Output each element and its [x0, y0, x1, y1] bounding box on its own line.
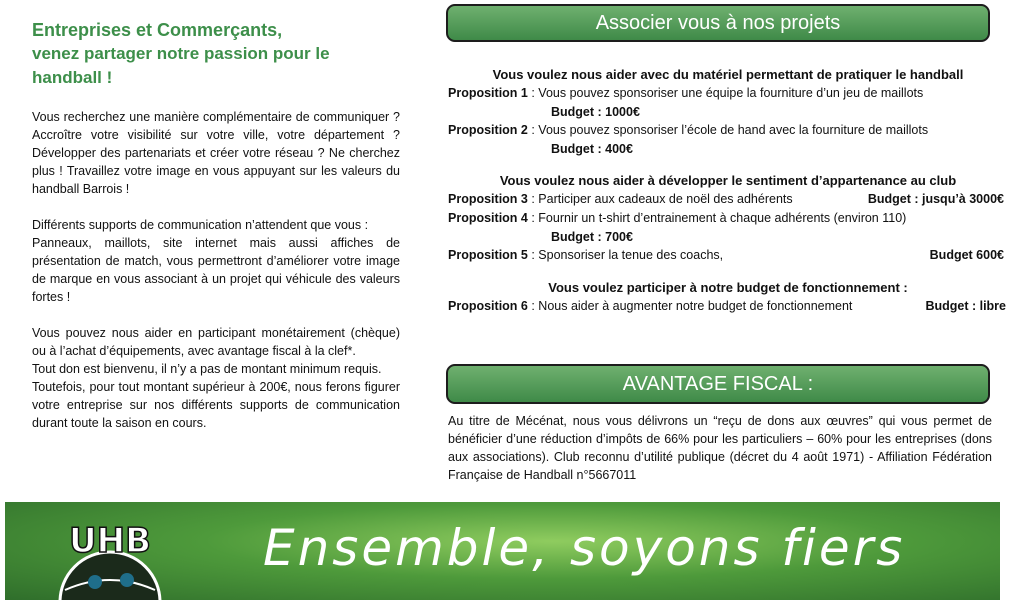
paragraph-help: Vous pouvez nous aider en participant monétairement (chèque) ou à l’achat d’équipements, avec avantage fiscal à la clef*. [32, 326, 400, 358]
paragraph-visibility: Vous recherchez une manière complémentaire de communiquer ? Accroître votre visibilité sur votre ville, votre département ? Développer des partenariats et créer votre réseau ? Ne cherchez plus ! Travaillez votre image en vous appuyant sur les valeurs du handball Barrois ! [32, 110, 400, 196]
proposition-6-budget: Budget : libre [925, 299, 1006, 313]
paragraph-threshold: Toutefois, pour tout montant supérieur à 200€, nous ferons figurer votre entreprise sur nos différents supports de communication durant toute la saison en cours. [32, 380, 400, 430]
proposition-number: Proposition 5 [448, 248, 528, 262]
proposition-5 [448, 246, 1004, 265]
proposition-text: : Fournir un t-shirt d’entrainement à chaque adhérents (environ 110) [527, 211, 907, 225]
fiscal-banner: AVANTAGE FISCAL : [446, 364, 990, 404]
proposition-4 [448, 209, 1008, 228]
proposition-text: : Nous aider à augmenter notre budget de fonctionnement [527, 299, 853, 313]
propositions-list [448, 66, 1008, 316]
proposition-number: Proposition 6 [448, 299, 528, 313]
logo-text: UHB [69, 521, 151, 561]
proposition-text: : Vous pouvez sponsoriser une équipe la fourniture d’un jeu de maillots [527, 86, 924, 100]
left-subtitle-line2: handball ! [32, 68, 113, 87]
proposition-2 [448, 121, 1008, 140]
paragraph-supports-intro: Différents supports de communication n’attendent que vous : [32, 218, 369, 232]
proposition-text: : Participer aux cadeaux de noël des adhérents [527, 192, 793, 206]
paragraph-supports: Panneaux, maillots, site internet mais aussi affiches de présentation de match, vous permettront d’améliorer votre image de marque en vous associant à un projet qui véhicule des valeurs fortes ! [32, 236, 400, 304]
slogan-line1: Ensemble, soyons fiers [263, 519, 906, 577]
left-column [32, 18, 400, 432]
left-title: Entreprises et Commerçants, [32, 20, 283, 40]
paragraph-any-gift: Tout don est bienvenu, il n’y a pas de montant minimum requis. [32, 362, 382, 376]
bottom-banner [5, 502, 1000, 600]
fiscal-text: Au titre de Mécénat, nous vous délivrons un “reçu de dons aux œuvres” qui vous permet de bénéficier d’une réduction d’impôts de 66% pour les particuliers – 60% pour les entreprises (dons aux associations). Club reconnu d’utilité publique (décret du 4 août 1971) - Affiliation Fédération Française de Handball n°5667011 [448, 414, 992, 482]
proposition-text: : Sponsoriser la tenue des coachs, [527, 248, 724, 262]
proposition-number: Proposition 3 [448, 192, 528, 206]
group-title-budget: Vous voulez participer à notre budget de fonctionnement : [548, 280, 908, 295]
proposition-number: Proposition 2 [448, 123, 528, 137]
proposition-2-budget: Budget : 400€ [551, 142, 633, 156]
group-title-belonging: Vous voulez nous aider à développer le sentiment d’appartenance au club [499, 173, 957, 188]
left-subtitle-line1: venez partager notre passion pour le [32, 44, 330, 63]
proposition-1 [448, 84, 1008, 103]
projects-banner: Associer vous à nos projets [446, 4, 990, 42]
proposition-3 [448, 190, 1004, 209]
proposition-3-budget: Budget : jusqu’à 3000€ [867, 192, 1004, 206]
proposition-number: Proposition 4 [448, 211, 528, 225]
proposition-4-budget: Budget : 700€ [551, 230, 633, 244]
proposition-1-budget: Budget : 1000€ [551, 105, 640, 119]
proposition-text: : Vous pouvez sponsoriser l’école de hand avec la fourniture de maillots [527, 123, 929, 137]
group-title-material: Vous voulez nous aider avec du matériel permettant de pratiquer le handball [492, 67, 964, 82]
uhb-logo [55, 510, 165, 600]
proposition-number: Proposition 1 [448, 86, 528, 100]
proposition-6 [448, 297, 1006, 316]
proposition-5-budget: Budget 600€ [929, 248, 1004, 262]
